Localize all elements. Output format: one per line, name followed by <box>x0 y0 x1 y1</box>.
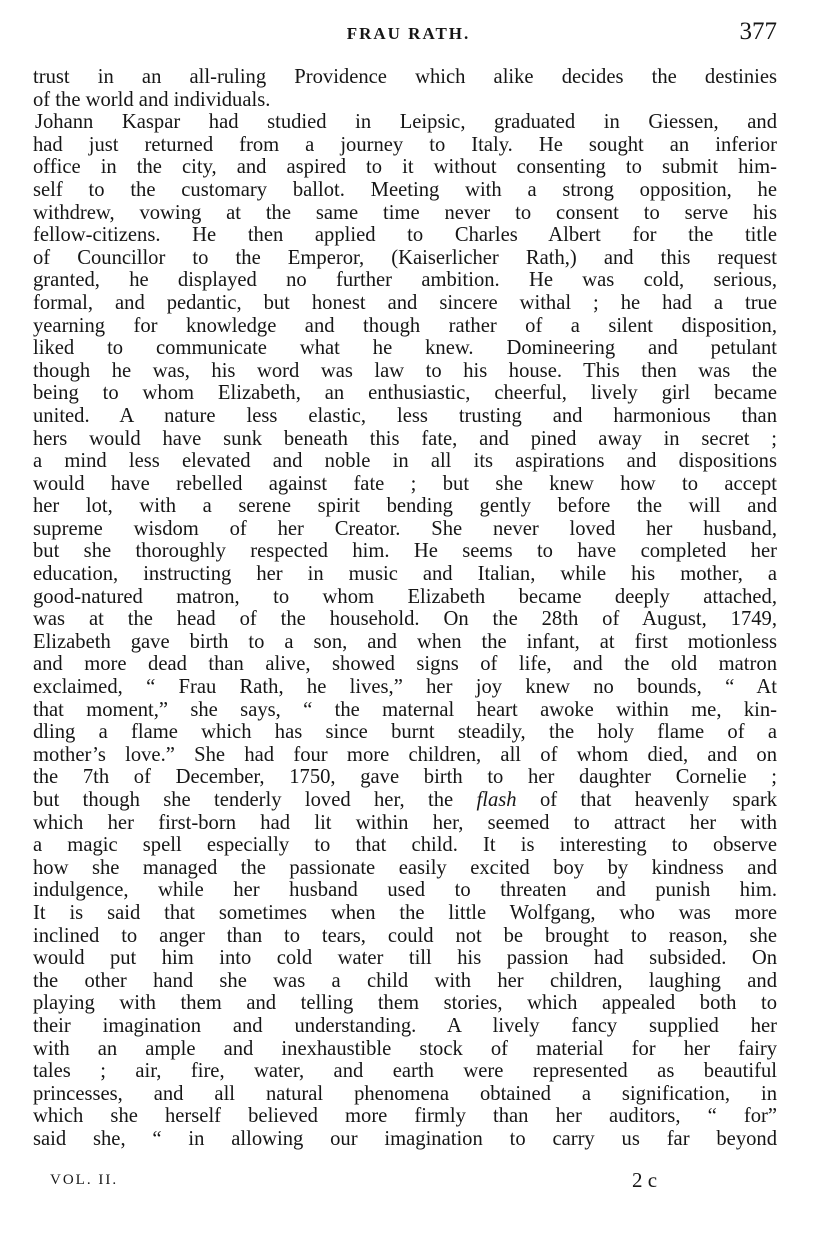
running-title: FRAU RATH. <box>346 24 471 43</box>
text-line: her lot, with a serene spirit bending gently before the will and <box>33 495 777 518</box>
body-text <box>33 66 777 1151</box>
text-line: united. A nature less elastic, less trusting and harmonious than <box>33 404 777 427</box>
page-footer <box>0 1168 817 1198</box>
text-line: liked to communicate what he knew. Domineering and petulant <box>33 337 777 360</box>
text-line: mother’s love.” She had four more children, all of whom died, and on <box>33 743 777 766</box>
text-line: princesses, and all natural phenomena obtained a signification, in <box>33 1082 777 1105</box>
text-line: had just returned from a journey to Italy. He sought an inferior <box>33 133 777 156</box>
volume-mark: VOL. II. <box>50 1172 119 1188</box>
text-line: indulgence, while her husband used to threaten and punish him. <box>33 879 777 902</box>
text-line: hers would have sunk beneath this fate, and pined away in secret ; <box>33 427 777 450</box>
text-line: formal, and pedantic, but honest and sincere withal ; he had a true <box>33 291 777 314</box>
text-line: though he was, his word was law to his house. This then was the <box>33 359 777 382</box>
text-line: playing with them and telling them stories, which appealed both to <box>33 992 777 1015</box>
text-line: but though she tenderly loved her, the flash of that heavenly spark <box>33 789 777 811</box>
text-line: supreme wisdom of her Creator. She never loved her husband, <box>33 517 777 540</box>
text-line: Johann Kaspar had studied in Leipsic, graduated in Giessen, and <box>35 111 777 134</box>
text-line: would have rebelled against fate ; but she knew how to accept <box>33 472 777 495</box>
running-header <box>0 18 817 50</box>
emphasis: flash <box>476 789 517 811</box>
text-line: Elizabeth gave birth to a son, and when the infant, at first motionless <box>33 630 777 653</box>
text-line: education, instructing her in music and Italian, while his mother, a <box>33 563 777 586</box>
text-line: inclined to anger than to tears, could not be brought to reason, she <box>33 924 777 947</box>
text-line: tales ; air, fire, water, and earth were represented as beautiful <box>33 1060 777 1083</box>
text-line: dling a flame which has since burnt steadily, the holy flame of a <box>33 721 777 744</box>
text-line: and more dead than alive, showed signs of life, and the old matron <box>33 653 777 676</box>
text-line: self to the customary ballot. Meeting with a strong opposition, he <box>33 178 777 201</box>
text-line: fellow-citizens. He then applied to Charles Albert for the title <box>33 224 777 247</box>
text-line: said she, “ in allowing our imagination to carry us far beyond <box>33 1127 777 1150</box>
text-line: how she managed the passionate easily excited boy by kindness and <box>33 856 777 879</box>
text-line: with an ample and inexhaustible stock of material for her fairy <box>33 1037 777 1060</box>
text-line: the other hand she was a child with her children, laughing and <box>33 969 777 992</box>
text-line: being to whom Elizabeth, an enthusiastic, cheerful, lively girl became <box>33 382 777 405</box>
text-line: of Councillor to the Emperor, (Kaiserlicher Rath,) and this request <box>33 246 777 269</box>
text-line: their imagination and understanding. A lively fancy supplied her <box>33 1014 777 1037</box>
page-number: 377 <box>739 18 777 45</box>
text-line: office in the city, and aspired to it without consenting to submit him- <box>33 156 777 179</box>
text-line: withdrew, vowing at the same time never to consent to serve his <box>33 201 777 224</box>
signature-mark: 2 c <box>632 1168 658 1192</box>
text-line: of the world and individuals. <box>33 88 271 111</box>
text-line: which she herself believed more firmly than her auditors, “ for” <box>33 1105 777 1128</box>
text-line: that moment,” she says, “ the maternal heart awoke within me, kin- <box>33 698 777 721</box>
text-line: a mind less elevated and noble in all its aspirations and dispositions <box>33 450 777 473</box>
text-line: the 7th of December, 1750, gave birth to her daughter Cornelie ; <box>33 766 777 789</box>
text-line: trust in an all-ruling Providence which alike decides the destinies <box>33 66 777 88</box>
text-line: would put him into cold water till his passion had subsided. On <box>33 947 777 970</box>
text-line: granted, he displayed no further ambition. He was cold, serious, <box>33 269 777 292</box>
text-line: which her first-born had lit within her, seemed to attract her with <box>33 811 777 834</box>
text-line: but she thoroughly respected him. He seems to have completed her <box>33 540 777 563</box>
text-line: a magic spell especially to that child. It is interesting to observe <box>33 834 777 857</box>
text-line: good-natured matron, to whom Elizabeth became deeply attached, <box>33 585 777 608</box>
text-line: exclaimed, “ Frau Rath, he lives,” her joy knew no bounds, “ At <box>33 676 777 699</box>
text-line: was at the head of the household. On the 28th of August, 1749, <box>33 608 777 631</box>
text-line: yearning for knowledge and though rather of a silent disposition, <box>33 314 777 337</box>
text-line: It is said that sometimes when the little Wolfgang, who was more <box>33 901 777 924</box>
